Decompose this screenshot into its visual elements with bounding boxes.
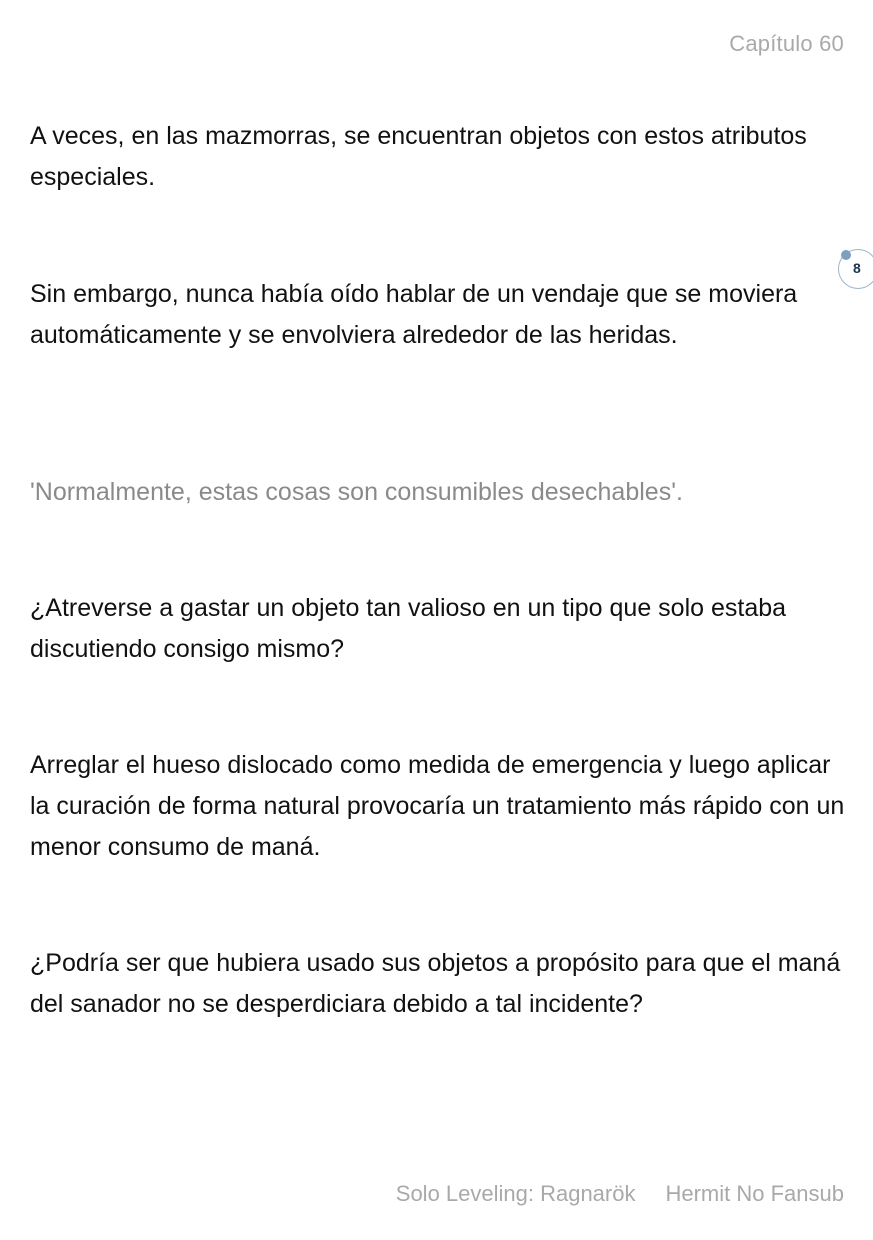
- paragraph-2: Sin embargo, nunca había oído hablar de un vendaje que se moviera automáticamente y se envolviera alrededor de las heridas.: [30, 280, 798, 349]
- paragraph-5: Arreglar el hueso dislocado como medida de emergencia y luego aplicar la curación de forma natural provocaría un tratamiento más rápido con un menor consumo de maná.: [30, 751, 845, 861]
- paragraph-4: ¿Atreverse a gastar un objeto tan valioso en un tipo que solo estaba discutiendo consigo mismo?: [30, 594, 787, 663]
- chapter-label: Capítulo 60: [729, 31, 844, 56]
- paragraph-1: A veces, en las mazmorras, se encuentran objetos con estos atributos especiales.: [30, 122, 807, 191]
- series-title: Solo Leveling: Ragnarök: [395, 1181, 636, 1206]
- translation-group: Hermit No Fansub: [665, 1181, 844, 1206]
- paragraph-3-thought: 'Normalmente, estas cosas son consumibles desechables'.: [30, 478, 683, 506]
- page-footer: [396, 1181, 844, 1207]
- comment-count: 8: [853, 260, 861, 276]
- paragraph-6: ¿Podría ser que hubiera usado sus objetos a propósito para que el maná del sanador no se desperdiciara debido a tal incidente?: [30, 949, 841, 1018]
- notification-dot-icon: [841, 250, 851, 260]
